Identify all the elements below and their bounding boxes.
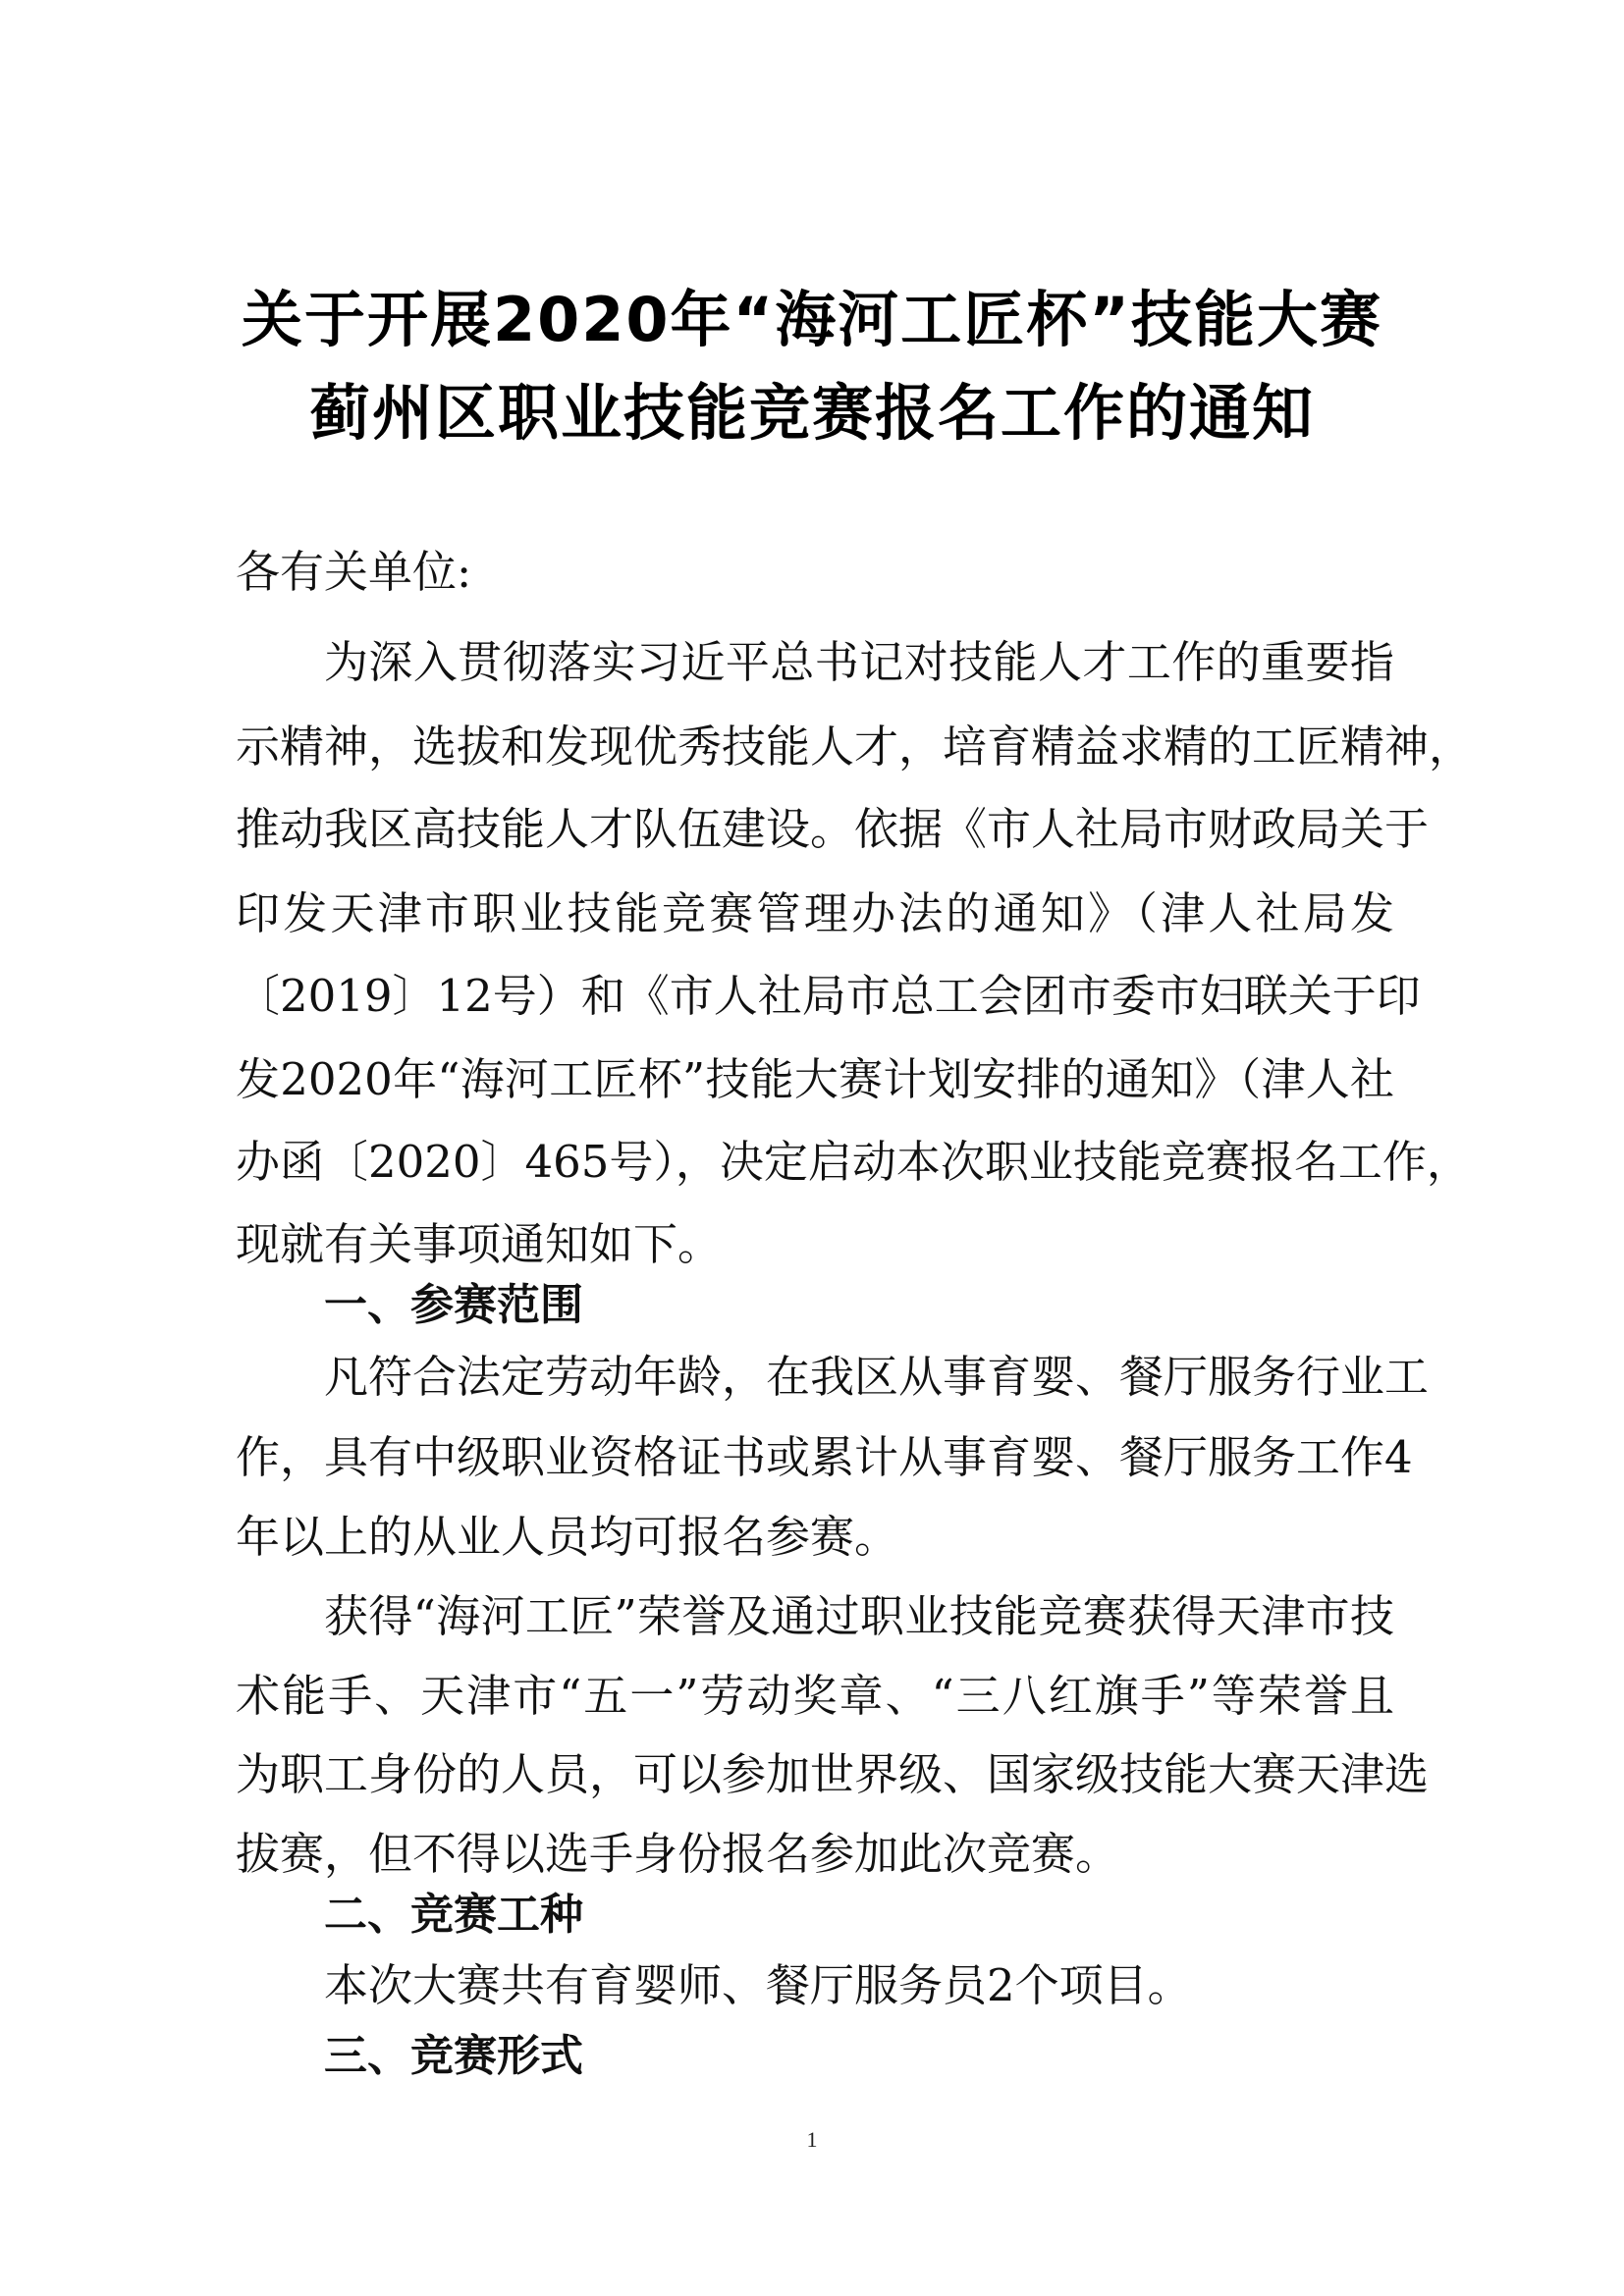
document-title-line-1: 关于开展2020年“海河工匠杯”技能大赛 <box>241 284 1383 355</box>
section1-para2-line-3: 为职工身份的人员，可以参加世界级、国家级技能大赛天津选 <box>236 1748 1430 1800</box>
intro-line-7: 办函〔2020〕465号），决定启动本次职业技能竞赛报名工作， <box>236 1136 1471 1188</box>
section2-line: 本次大赛共有育婴师、餐厅服务员2个项目。 <box>324 1959 1192 2011</box>
intro-line-6: 发2020年“海河工匠杯”技能大赛计划安排的通知》（津人社 <box>236 1053 1394 1105</box>
section-heading-1: 一、参赛范围 <box>324 1280 583 1330</box>
intro-line-8: 现就有关事项通知如下。 <box>236 1218 723 1270</box>
intro-line-2: 示精神，选拔和发现优秀技能人才，培育精益求精的工匠精神， <box>236 721 1474 773</box>
section1-para1-line-3: 年以上的从业人员均可报名参赛。 <box>236 1511 899 1563</box>
intro-line-4: 印发天津市职业技能竞赛管理办法的通知》（津人社局发 <box>236 887 1394 939</box>
intro-line-5: 〔2019〕12号）和《市人社局市总工会团市委市妇联关于印 <box>236 970 1421 1022</box>
section1-para2-line-4: 拔赛，但不得以选手身份报名参加此次竞赛。 <box>236 1828 1120 1880</box>
salutation: 各有关单位: <box>236 546 472 598</box>
section1-para1-line-2: 作，具有中级职业资格证书或累计从事育婴、餐厅服务工作4 <box>236 1431 1413 1483</box>
section1-para1-line-1: 凡符合法定劳动年龄，在我区从事育婴、餐厅服务行业工 <box>324 1351 1430 1403</box>
document-title-line-2: 蓟州区职业技能竞赛报名工作的通知 <box>308 377 1315 449</box>
section1-para2-line-2: 术能手、天津市“五一”劳动奖章、“三八红旗手”等荣誉且 <box>236 1670 1394 1722</box>
section-heading-3: 三、竞赛形式 <box>324 2031 583 2081</box>
page-number: 1 <box>806 2127 818 2152</box>
section1-para2-line-1: 获得“海河工匠”荣誉及通过职业技能竞赛获得天津市技 <box>324 1590 1394 1642</box>
intro-line-3: 推动我区高技能人才队伍建设。依据《市人社局市财政局关于 <box>236 803 1430 855</box>
section-heading-2: 二、竞赛工种 <box>324 1890 583 1940</box>
intro-line-1: 为深入贯彻落实习近平总书记对技能人才工作的重要指 <box>324 636 1394 688</box>
